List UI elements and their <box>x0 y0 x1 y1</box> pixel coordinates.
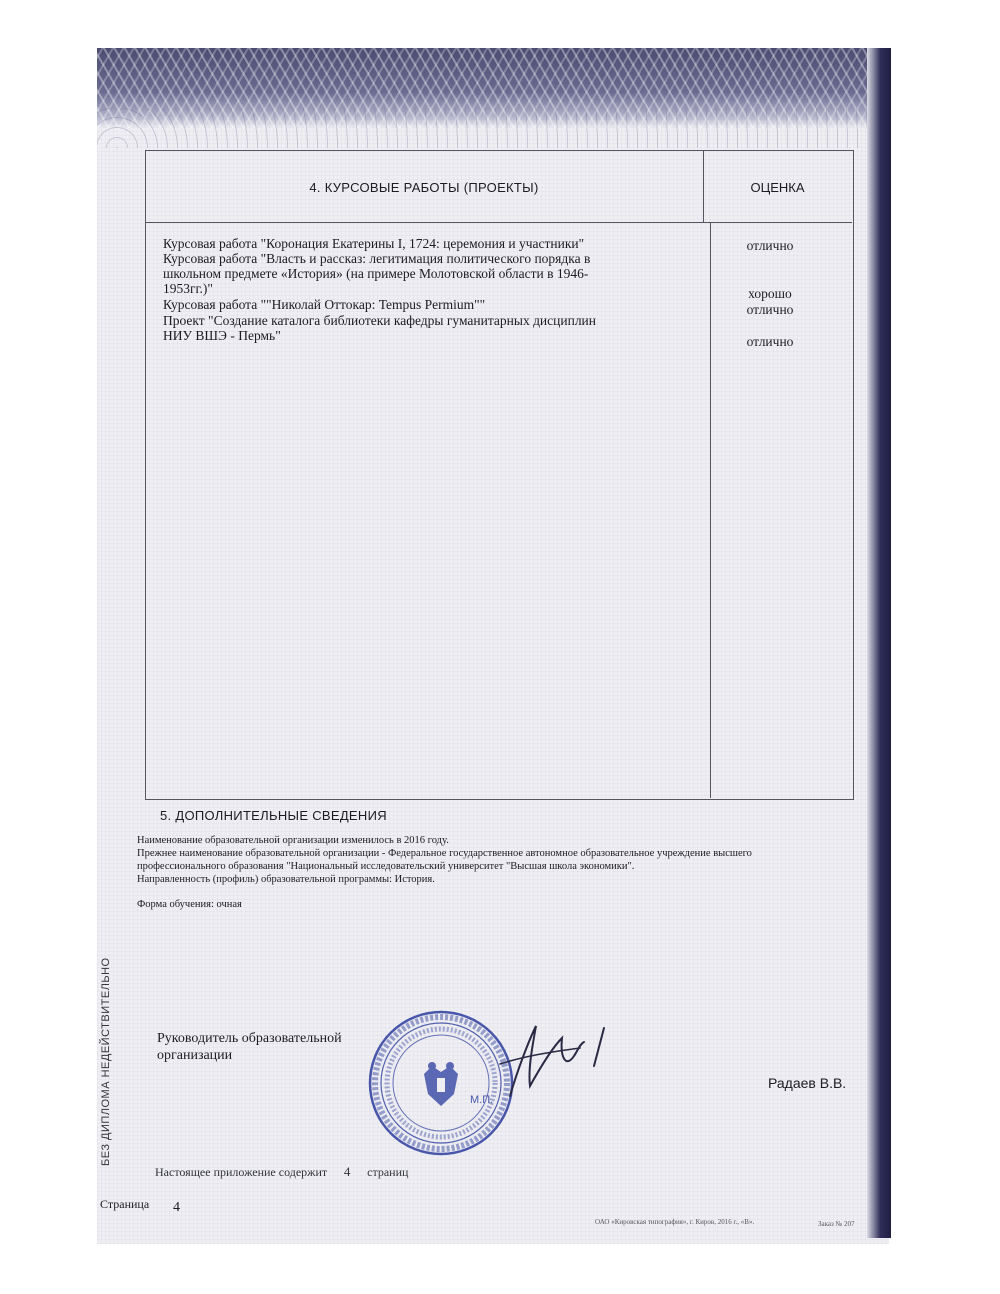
info-line: Направленность (профиль) образовательной программы: История. <box>137 874 435 885</box>
section-4-title: 4. КУРСОВЫЕ РАБОТЫ (ПРОЕКТЫ) <box>309 180 539 195</box>
table-header-divider <box>145 222 852 223</box>
course-work-grade: отлично <box>746 302 794 317</box>
info-line: Прежнее наименование образовательной организации - Федеральное государственное автономное образовательное учреждение высшего <box>137 848 752 859</box>
director-name: Радаев В.В. <box>768 1075 847 1091</box>
handwritten-signature <box>470 1008 630 1118</box>
info-line: профессионального образования "Национальный исследовательский университет "Высшая школа экономики". <box>137 861 635 872</box>
guilloche-pattern <box>97 108 889 148</box>
pages-count-line: Настоящее приложение содержит 4 страниц <box>155 1164 409 1179</box>
order-number: Заказ № 207 <box>818 1220 855 1228</box>
grade-column-header: ОЦЕНКА <box>750 180 805 195</box>
signature-label: Руководитель образовательной организации <box>157 1031 342 1063</box>
course-work-title: Курсовая работа "Коронация Екатерины I, 1724: церемония и участники" <box>163 236 585 251</box>
validity-side-stamp: БЕЗ ДИПЛОМА НЕДЕЙСТВИТЕЛЬНО <box>100 957 112 1166</box>
binding-edge <box>867 48 891 1238</box>
info-line: Наименование образовательной организации изменилось в 2016 году. <box>137 835 449 846</box>
page-number: 4 <box>173 1200 180 1215</box>
coat-of-arms-icon <box>424 1062 458 1106</box>
course-work-title: Проект "Создание каталога библиотеки кафедры гуманитарных дисциплин НИУ ВШЭ - Пермь" <box>163 313 597 343</box>
course-work-grade: хорошо <box>748 286 792 301</box>
page-label: Страница <box>100 1197 150 1211</box>
pages-count: 4 <box>343 1164 351 1179</box>
section-5-title: 5. ДОПОЛНИТЕЛЬНЫЕ СВЕДЕНИЯ <box>160 808 387 823</box>
course-work-title: Курсовая работа ""Николай Оттокар: Tempus Permium"" <box>163 297 486 312</box>
course-work-grade: отлично <box>746 334 794 349</box>
seal-mark: М.П. <box>470 1094 494 1106</box>
info-line: Форма обучения: очная <box>137 899 242 910</box>
course-work-grade: отлично <box>746 238 794 253</box>
printer-imprint: ОАО «Кировская типография», г. Киров, 2016 г., «В». <box>595 1218 755 1226</box>
course-work-title: Курсовая работа "Власть и рассказ: легитимация политического порядка в школьном предмете «История» (на примере Молотовской области в 1946- 1953гг.)" <box>163 251 591 296</box>
